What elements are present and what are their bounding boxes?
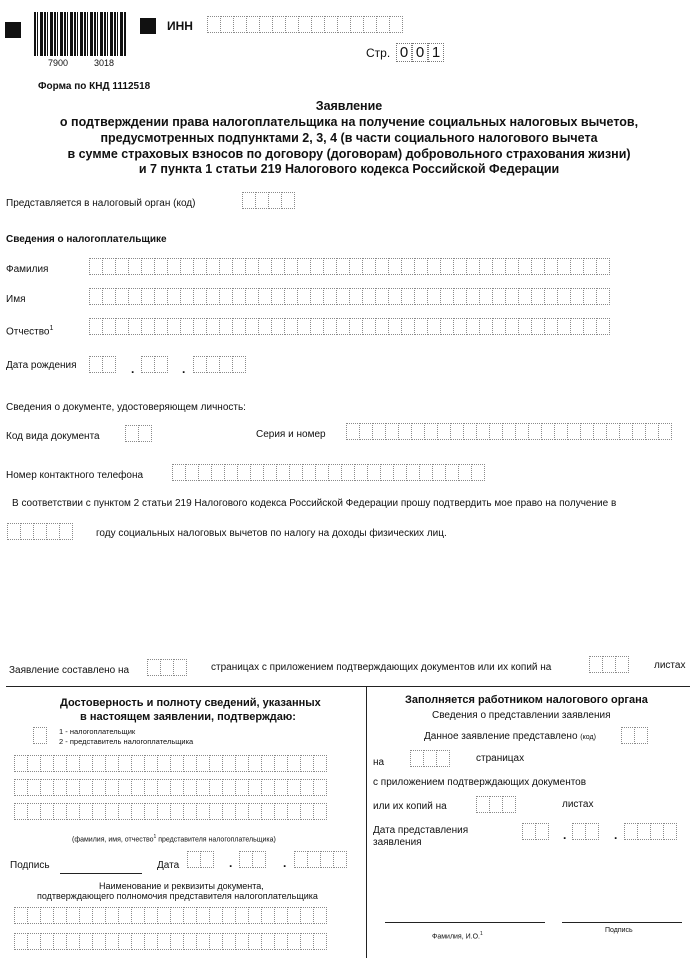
attached-label: с приложением подтверждающих документов [373,777,587,788]
tax-authority-label: Представляется в налоговый орган (код) [6,198,196,209]
signer-option-1: 1 - налогоплательщик [59,727,136,736]
title-line-2: о подтверждении права налогоплательщика на получение социальных налоговых вычетов, [59,115,639,129]
page-digit-1: 0 [396,43,412,62]
title-line-5: и 7 пункта 1 статьи 219 Налогового кодекса Российской Федерации [138,162,560,176]
representative-fio-row-3[interactable] [14,803,326,820]
office-sign-label: Подпись [605,927,633,934]
section-divider [6,686,690,687]
page-digit-2: 0 [412,43,428,62]
office-pages-cells[interactable] [410,750,449,767]
corner-marker-left [5,22,21,38]
patronymic-label-text: Отчество [6,326,50,338]
signature-line[interactable] [60,873,142,874]
office-signature-line[interactable] [562,922,682,923]
office-date-year-cells[interactable] [624,823,676,840]
date-separator: . [614,828,618,842]
copies-label: или их копий на [373,801,447,812]
taxpayer-section-title: Сведения о налогоплательщике [6,234,167,245]
series-number-label: Серия и номер [256,429,326,440]
title-line-4: в сумме страховых взносов по договору (договорам) добровольного страхования жизни) [67,147,631,161]
title-line-3: предусмотренных подпунктами 2, 3, 4 (в части социального налогового вычета [100,131,598,145]
confirm-title-1: Достоверность и полноту сведений, указанных [60,697,321,709]
document-code-label: Код вида документа [6,431,100,442]
authority-doc-row-2[interactable] [14,933,326,950]
document-section-title: Сведения о документе, удостоверяющем личность: [6,402,246,413]
date-separator: . [563,828,567,842]
composed-sheets-cells[interactable] [589,656,628,673]
authority-doc-title-1: Наименование и реквизиты документа, [99,881,264,891]
barcode [34,12,126,56]
presented-code-label: (код) [580,734,596,741]
left-date-month-cells[interactable] [239,851,265,868]
phone-label: Номер контактного телефона [6,470,144,481]
patronymic-label [6,325,53,337]
signer-option-2: 2 - представитель налогоплательщика [59,737,194,746]
request-text-2: году социальных налоговых вычетов по налогу на доходы физических лиц. [96,528,447,539]
page-label: Стр. [366,46,391,60]
request-text-1: В соответствии с пунктом 2 статьи 219 Налогового кодекса Российской Федерации прошу подтвердить мое право на получение в [12,498,617,509]
presented-label [424,731,596,742]
authority-doc-row-1[interactable] [14,907,326,924]
office-date-day-cells[interactable] [522,823,548,840]
phone-cells[interactable] [172,464,484,481]
surname-cells[interactable] [89,258,609,275]
tax-authority-code-cells[interactable] [242,192,294,209]
fio-caption-text-2: представителя налогоплательщика) [158,836,276,844]
signature-label: Подпись [10,860,50,871]
surname-label: Фамилия [6,264,49,275]
office-sheets-label: листах [562,799,594,810]
fio-caption-footnote: 1 [153,834,157,840]
patronymic-footnote: 1 [49,325,54,332]
barcode-number-right: 3018 [94,58,115,68]
confirm-title-2: в настоящем заявлении, подтверждаю: [80,711,296,723]
office-date-label-2: заявления [373,837,422,848]
office-date-label-1: Дата представления [373,825,469,836]
inn-cells[interactable] [207,16,402,33]
birthdate-day-cells[interactable] [89,356,115,373]
inn-label: ИНН [167,19,193,33]
signer-type-cell[interactable] [33,727,46,744]
corner-marker-inn [140,18,156,34]
composed-pages-cells[interactable] [147,659,186,676]
composed-suffix: листах [654,660,686,671]
barcode-number-left: 7900 [48,58,69,68]
office-pages-label: страницах [476,753,525,764]
office-sheets-cells[interactable] [476,796,515,813]
office-fio-label-text: Фамилия, И.О. [432,933,480,941]
representative-fio-row-2[interactable] [14,779,326,796]
date-separator: . [283,856,287,870]
request-year-cells[interactable] [7,523,72,540]
series-number-cells[interactable] [346,423,671,440]
authority-doc-title-2: подтверждающего полномочия представителя налогоплательщика [37,891,318,901]
fio-caption-text: (фамилия, имя, отчество [72,836,154,844]
form-code: Форма по КНД 1112518 [38,81,151,92]
on-label: на [373,757,385,768]
date-separator: . [131,362,135,376]
office-fio-line[interactable] [385,922,545,923]
composed-prefix: Заявление составлено на [9,665,130,676]
office-fio-footnote: 1 [479,931,483,937]
date-separator: . [229,856,233,870]
birthdate-year-cells[interactable] [193,356,245,373]
presented-code-cells[interactable] [621,727,647,744]
left-date-year-cells[interactable] [294,851,346,868]
fio-caption [72,834,276,843]
name-label: Имя [6,294,26,305]
left-date-day-cells[interactable] [187,851,213,868]
page-digit-3: 1 [428,43,444,62]
left-date-label: Дата [157,860,180,871]
presented-label-text: Данное заявление представлено [424,731,578,742]
page-number [396,43,444,62]
composed-middle: страницах с приложением подтверждающих документов или их копий на [211,662,552,673]
patronymic-cells[interactable] [89,318,609,335]
office-fio-label [432,931,483,940]
document-code-cells[interactable] [125,425,151,442]
office-subtitle: Сведения о представлении заявления [432,710,611,721]
office-title: Заполняется работником налогового органа [405,694,648,706]
name-cells[interactable] [89,288,609,305]
office-date-month-cells[interactable] [572,823,598,840]
page-title: Заявление [315,99,383,113]
date-separator: . [182,362,186,376]
birthdate-month-cells[interactable] [141,356,167,373]
birthdate-label: Дата рождения [6,360,77,371]
panel-divider [366,686,367,958]
representative-fio-row-1[interactable] [14,755,326,772]
